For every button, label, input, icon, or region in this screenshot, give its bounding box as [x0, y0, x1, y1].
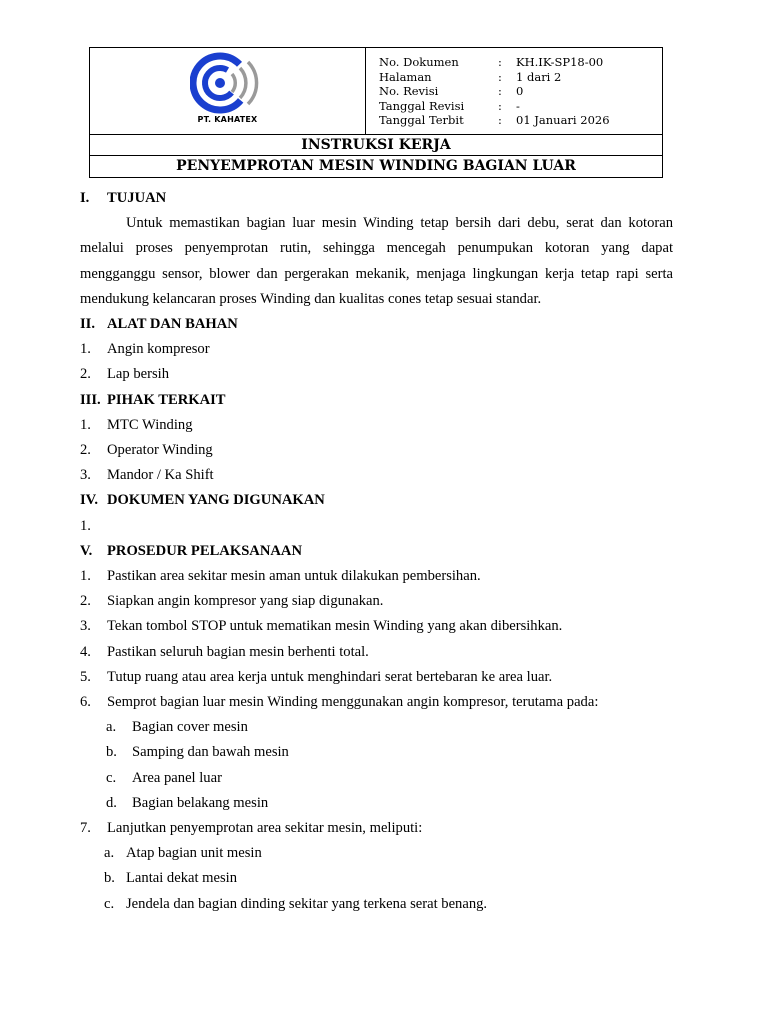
sub-list-letter: b.	[104, 870, 115, 887]
logo-cell	[90, 48, 366, 135]
meta-label: No. Revisi	[379, 84, 439, 99]
list-number: 3.	[80, 618, 91, 635]
tujuan-paragraph: Untuk memastikan bagian luar mesin Winding tetap bersih dari debu, serat dan kotoran melalui proses penyemprotan rutin, sehingga mencegah penumpukan kotoran yang dapat mengganggu sensor, blower dan pergerakan mekanik, menjaga lingkungan kerja tetap rapi serta mendukung kelancaran proses Winding dan kualitas cones tetap sesuai standar.	[80, 215, 673, 307]
meta-row	[379, 55, 659, 70]
section-title: DOKUMEN YANG DIGUNAKAN	[107, 492, 325, 509]
sub-list-text: Atap bagian unit mesin	[126, 845, 262, 862]
list-number: 4.	[80, 643, 91, 660]
meta-separator: :	[498, 84, 502, 99]
meta-row	[379, 70, 659, 85]
list-item	[80, 514, 673, 539]
section-number: V.	[80, 542, 93, 559]
section-number: I.	[80, 190, 90, 206]
document-meta-table	[379, 55, 659, 128]
section-heading-alat	[80, 312, 673, 337]
meta-label: No. Dokumen	[379, 55, 459, 69]
document-subtitle: PENYEMPROTAN MESIN WINDING BAGIAN LUAR	[90, 155, 662, 177]
sub-list-text: Area panel luar	[132, 769, 222, 786]
company-logo	[190, 52, 266, 114]
sub-list-text: Jendela dan bagian dinding sekitar yang terkena serat benang.	[126, 895, 488, 912]
list-number: 1.	[80, 517, 91, 534]
list-item	[80, 564, 673, 589]
section-heading-dokumen	[80, 488, 673, 513]
section-title: PROSEDUR PELAKSANAAN	[107, 542, 303, 559]
list-text: Pastikan seluruh bagian mesin berhenti total.	[107, 643, 369, 660]
sub-list-letter: a.	[106, 719, 117, 736]
meta-value: KH.IK-SP18-00	[516, 55, 604, 69]
section-title: TUJUAN	[107, 190, 167, 206]
list-item	[80, 463, 673, 488]
sub-list-text: Bagian belakang mesin	[132, 794, 269, 811]
sub-list-item	[80, 715, 673, 740]
sub-list-letter: c.	[104, 895, 115, 912]
list-number: 5.	[80, 668, 91, 685]
list-item	[80, 337, 673, 362]
section-number: III.	[80, 391, 101, 408]
list-text: Siapkan angin kompresor yang siap digunakan.	[107, 593, 384, 610]
section-heading-prosedur	[80, 539, 673, 564]
sub-list-item	[80, 740, 673, 765]
meta-separator: :	[498, 98, 502, 113]
list-item	[80, 690, 673, 715]
meta-row	[379, 99, 659, 114]
sub-list-letter: c.	[106, 769, 117, 786]
sub-list-letter: b.	[106, 744, 117, 761]
meta-row	[379, 84, 659, 99]
list-number: 1.	[80, 416, 91, 433]
list-number: 7.	[80, 820, 91, 837]
section-number: IV.	[80, 492, 98, 509]
list-number: 2.	[80, 593, 91, 610]
sub-list-item	[80, 766, 673, 791]
list-number: 1.	[80, 341, 91, 358]
meta-label: Tanggal Revisi	[379, 98, 465, 113]
sub-list-text: Lantai dekat mesin	[126, 870, 238, 887]
sub-list-item	[80, 866, 673, 891]
list-item	[80, 589, 673, 614]
meta-value: 0	[516, 84, 524, 99]
meta-separator: :	[498, 55, 502, 69]
sub-list-letter: d.	[106, 794, 117, 811]
list-number: 2.	[80, 366, 91, 383]
list-text: Lap bersih	[107, 366, 170, 383]
list-item	[80, 614, 673, 639]
list-item	[80, 362, 673, 387]
meta-separator: :	[498, 69, 502, 84]
company-name: PT. KAHATEX	[197, 115, 258, 124]
section-heading-tujuan	[80, 186, 673, 211]
list-text: Semprot bagian luar mesin Winding menggunakan angin kompresor, terutama pada:	[107, 694, 599, 711]
sub-list-letter: a.	[104, 845, 115, 862]
sub-list-item	[80, 892, 673, 917]
list-number: 3.	[80, 467, 91, 484]
meta-label: Halaman	[379, 69, 432, 84]
list-text: Mandor / Ka Shift	[107, 467, 214, 484]
meta-value: -	[516, 98, 520, 113]
sub-list-text: Bagian cover mesin	[132, 719, 248, 736]
list-item	[80, 640, 673, 665]
list-text: Lanjutkan penyemprotan area sekitar mesin, meliputi:	[107, 820, 423, 837]
list-text: Pastikan area sekitar mesin aman untuk dilakukan pembersihan.	[107, 568, 481, 585]
list-number: 2.	[80, 442, 91, 459]
list-text: MTC Winding	[107, 416, 193, 433]
sub-list-text: Samping dan bawah mesin	[132, 744, 289, 761]
list-item	[80, 413, 673, 438]
section-number: II.	[80, 316, 96, 333]
sub-list-item	[80, 841, 673, 866]
list-number: 6.	[80, 694, 91, 711]
meta-row	[379, 113, 659, 128]
document-title: INSTRUKSI KERJA	[90, 134, 662, 156]
list-number: 1.	[80, 568, 91, 585]
section-title: PIHAK TERKAIT	[107, 391, 226, 408]
list-text: Angin kompresor	[107, 341, 210, 358]
meta-value: 01 Januari 2026	[516, 113, 610, 128]
sub-list-item	[80, 791, 673, 816]
list-text: Tekan tombol STOP untuk mematikan mesin Winding yang akan dibersihkan.	[107, 618, 563, 635]
meta-separator: :	[498, 113, 502, 128]
list-item	[80, 665, 673, 690]
section-heading-pihak	[80, 388, 673, 413]
document-header	[89, 47, 663, 178]
meta-value: 1 dari 2	[516, 69, 562, 84]
list-item	[80, 816, 673, 841]
meta-label: Tanggal Terbit	[379, 113, 464, 128]
list-item	[80, 438, 673, 463]
document-body	[80, 186, 673, 917]
list-text: Tutup ruang atau area kerja untuk menghindari serat bertebaran ke area luar.	[107, 668, 553, 685]
list-text: Operator Winding	[107, 442, 213, 459]
section-title: ALAT DAN BAHAN	[107, 316, 238, 333]
